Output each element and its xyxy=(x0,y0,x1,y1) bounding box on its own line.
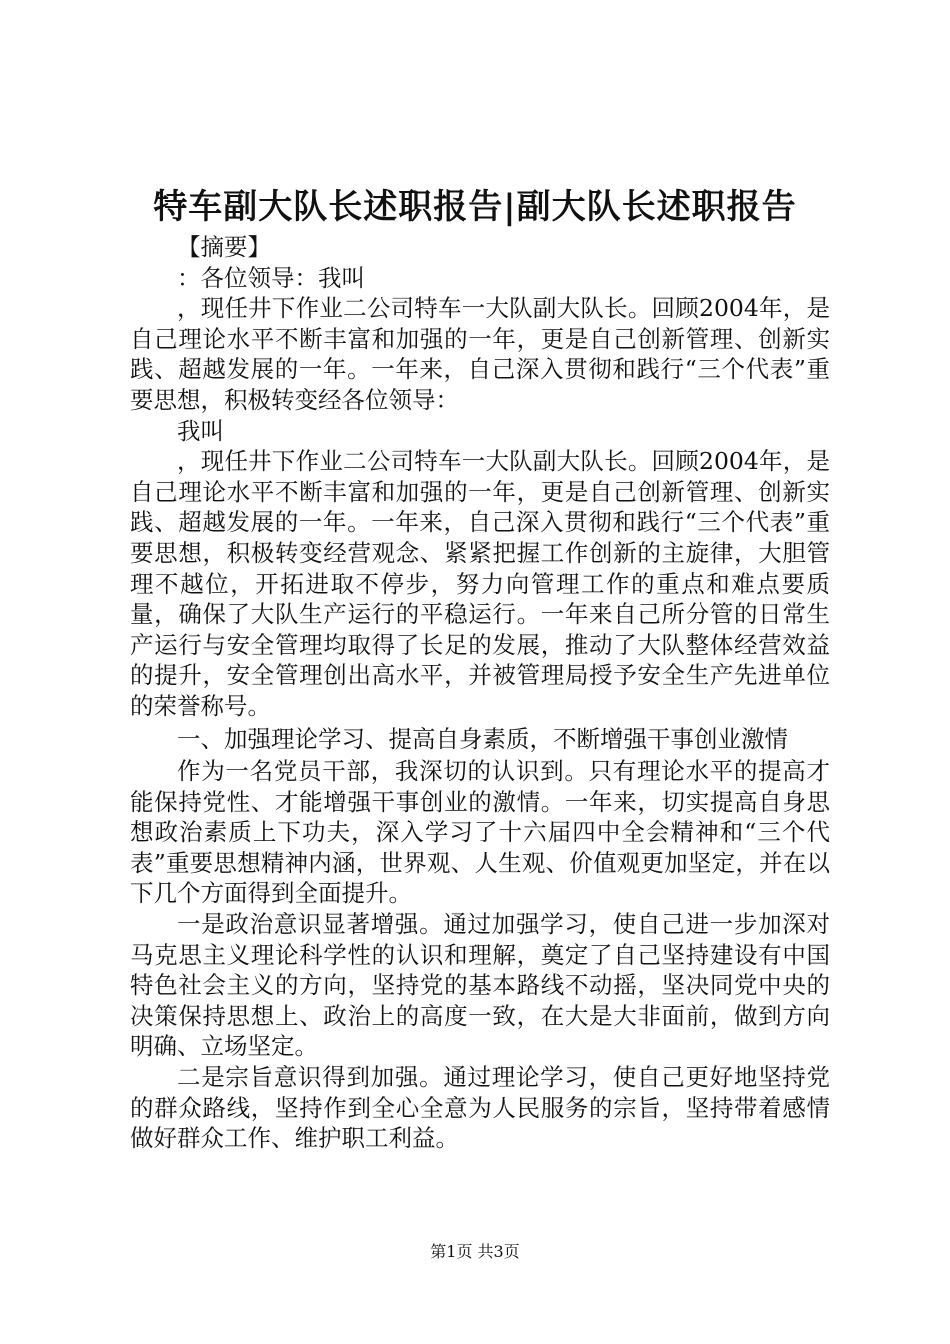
political-awareness-paragraph: 一是政治意识显著增强。通过加强学习，使自己进一步加深对马克思主义理论科学性的认识和理解，奠定了自己坚持建设有中国特色社会主义的方向，坚持党的基本路线不动摇，坚决同党中央的决策保持思想上、政治上的高度一致，在大是大非面前，做到方向明确、立场坚定。 xyxy=(130,910,830,1061)
document-body xyxy=(130,232,830,1154)
abstract-label: 【摘要】 xyxy=(177,233,271,261)
purpose-awareness-paragraph: 二是宗旨意识得到加强。通过理论学习，使自己更好地坚持党的群众路线，坚持作到全心全意为人民服务的宗旨，坚持带着感情做好群众工作、维护职工利益。 xyxy=(130,1063,830,1153)
section-heading-1: 一、加强理论学习、提高自身素质，不断增强干事创业激情 xyxy=(177,724,788,753)
intro-paragraph: ，现任井下作业二公司特车一大队副大队长。回顾2004年，是自己理论水平不断丰富和加强的一年，更是自己创新管理、创新实践、超越发展的一年。一年来，自己深入贯彻和践行“三个代表”重要思想，积极转变经营观念、紧紧把握工作创新的主旋律，大胆管理不越位，开拓进取不停步，努力向管理工作的重点和难点要质量，确保了大队生产运行的平稳运行。一年来自己所分管的日常生产运行与安全管理均取得了长足的发展，推动了大队整体经营效益的提升，安全管理创出高水平，并被管理局授予安全生产先进单位的荣誉称号。 xyxy=(130,447,830,720)
section-1-paragraph: 作为一名党员干部，我深切的认识到。只有理论水平的提高才能保持党性、才能增强干事创业的激情。一年来，切实提高自身思想政治素质上下功夫，深入学习了十六届四中全会精神和“三个代表”重要思想精神内涵，世界观、人生观、价值观更加坚定，并在以下几个方面得到全面提升。 xyxy=(130,757,830,908)
document-title: 特车副大队长述职报告|副大队长述职报告 xyxy=(153,187,797,227)
summary-paragraph: ，现任井下作业二公司特车一大队副大队长。回顾2004年，是自己理论水平不断丰富和加强的一年，更是自己创新管理、创新实践、超越发展的一年。一年来，自己深入贯彻和践行“三个代表”重要思想，积极转变经各位领导： xyxy=(130,294,830,414)
salutation-paragraph: ：各位领导：我叫 xyxy=(177,263,365,292)
intro-name-paragraph: 我叫 xyxy=(177,416,224,445)
page-number-footer: 第1页 共3页 xyxy=(430,1242,520,1261)
